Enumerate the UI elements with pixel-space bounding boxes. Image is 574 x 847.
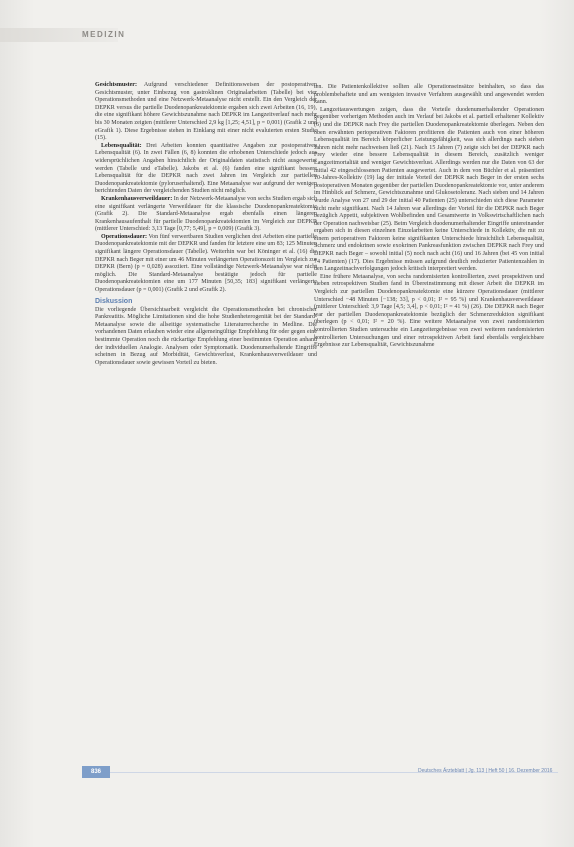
paragraph-text: Von fünf verwertbaren Studien verglichen drei Arbeiten eine partielle Duodenopankreatektomie mit der DEPKR und fanden für letztere eine um 83; 125 Minuten signifikant längere Operationsdauer (Tabelle). Weiterhin war bei Köninger et al. (16) die DEPKR nach Beger mit einer um 46 Minuten verlängerten Operationszeit im Vergleich zur DEPKR (Bern) (p = 0,028) assoziiert. Eine vollständige Netzwerk-Metaanalyse war nicht möglich. Die Standard-Metaanalyse bestätigte jedoch für partielle Duodenopankreatektomien eine um 177 Minuten [50,35; 183] signifikant verlängerte Operationsdauer (p = 0,001) (Grafik 2 und eGrafik 2). (95, 233, 317, 294)
paragraph: Langzeitauswertungen zeigen, dass die Vorteile duodenumerhaltender Operationen gegenüber vorherigen Methoden auch im Verlauf bei Jakobs et al. partiell erhaltener Kollektiv (6) und die DEPKR nach Frey die partiellen Duodenopankreatektomie überlegen. Neben den oben erwähnten perioperativen Faktoren profitieren die Patienten auch von einer höheren Lebensqualität im Bereich körperlicher Leistungsfähigkeit, was sich allerdings nach sieben Jahren nicht mehr nachweisen ließ (21). Nach 15 Jahren (7) zeigte sich bei der DEPKR nach Frey wieder eine bessere Lebensqualität in diesem Bereich, zusätzlich weniger Langzeitmortalität und weniger Gewichtsverlust. Allerdings werden nur die Daten von 63 der initial 42 eingeschlossenen Patienten ausgewertet. Auch in dem von Büchler et al. präsentiert 10-Jahres-Kollektiv (19) lag der initiale Vorteil der DEPKR nach Beger in der ersten sechs postoperativen Monaten gegenüber der partiellen Duodenopankreatektomie vor, unter anderem im Hinblick auf Schmerz, Gewichtszunahme und Glukosetoleranz. Nach sieben und 14 Jahren wurde Analyse von 27 und 29 der initial 40 Patienten (25) unterschieden sich diese Parameter nicht mehr signifikant. Nach 14 Jahren war allerdings der Vorteil für die DEPKR nach Beger bezüglich Appetit, subjektiven Wohlbefinden und Gesamtwerte in Volkswirtschaftlichen nach der Operation nachweisbar (25). Beim Vergleich duodenumerhaltender Eingriffe untereinander ergaben sich in diesen einzelnen Einzelarbeiten keine Unterschiede in Kollektiv, die mit zu einem perioperativen Faktoren keine signifikanten Unterschiede hinsichtlich Lebensqualität, Schmerz und endokrinen sowie exokrinen Pankreasfunktion zwischen DEPKR nach Frey und DEPKR nach Beger – sowohl initial (5) noch nach acht (16) und 16 Jahren (bei 45 von initial 74 Patienten) (17). Dies Ergebnisse müssen aufgrund deutlich reduzierter Patientenzahlen in den Langzeitnachverfolgungen jedoch kritisch interpretiert werden. (314, 106, 544, 273)
left-column (95, 82, 317, 367)
paragraph-lead: Gesichtsmuster: (95, 82, 137, 88)
paragraph-text: In der Netzwerk-Metaanalyse von sechs Studien ergab sich eine signifikant verlängerte Verweildauer für die klassische Duodenopankreatektomie (Grafik 2). Die Standard-Metaanalyse ergab ebenfalls einen längeren Krankenhausaufenthalt für partielle Duodenopankreatektomien im Vergleich zur DEPKR (mittlerer Unterschied: 3,13 Tage [0,77; 5,49], p = 0,009) (Grafik 3). (95, 195, 317, 233)
paragraph-lead: Lebensqualität: (101, 142, 142, 149)
page-number: 836 (82, 766, 110, 778)
paragraph-lead: Operationsdauer: (101, 233, 148, 240)
paragraph-lebensqualitaet (95, 143, 317, 196)
discussion-text: Die vorliegende Übersichtsarbeit vergleicht die Operationsmethoden bei chronischer Pankreatitis. Mögliche Limitationen sind die hohe Studienheterogenität bei der Standard-Metaanalyse sowie die allseitige systematische Literaturrecherche in Medline. Die vorhandenen Daten erlauben wieder eine allgemeingültige Empfehlung für oder gegen eine bestimmte Operation noch die rückartige Empfehlung einer bestimmten Operation anhand der individuellen Analogie. Analysen oder Symptomatik. Duodenumerhaltende Eingriffe scheinen in Bezug auf Morbidität, Gewichtsverlust, Krankenhausverweildauer und Operationsdauer sowie gewissen Vorteil zu bieten. (95, 306, 317, 366)
paragraph: Eine frühere Metaanalyse, von sechs randomisierten kontrollierten, zwei prospektiven und sieben retrospektiven Studien fand in Übereinstimmung mit dieser Arbeit die DEPKR im Vergleich zur partiellen Duodenopankreatektomie eine kürzere Operationsdauer (mittlerer Unterschied −48 Minuten [−138; 33], p < 0,01; I² = 95 %) und Krankenhausverweildauer (mittlerer Unterschied: 3,9 Tage [4,5; 3,4], p < 0,01; I² = 41 %) (26). Die DEPKR nach Beger war der partiellen Duodenopankreatektomie bezüglich der Schmerzreduktion signifikant überlegen (p < 0,01; I² = 20 %). Eine weitere Metaanalyse von zwei randomisierten kontrollierten Studien untersuchte ein Langzeitergebnisse von zwei weiteren randomisierten kontrollierten Untersuchungen und einer retrospektiven Arbeit fand ebenfalls vergleichbare Ergebnisse zur Lebensqualität, Gewichtszunahme (314, 273, 544, 349)
paragraph-gesichtsmuster (95, 82, 317, 143)
section-header: MEDIZIN (82, 30, 126, 39)
right-column (314, 84, 544, 350)
paragraph-operationsdauer (95, 234, 317, 295)
paragraph-lead: Krankenhausverweildauer: (101, 195, 173, 202)
paragraph-text: Aufgrund verschiedener Definitionsweisen der postoperativen Gesichtsmuster, unter Einbezug von gastroklinen Originalarbeiten (Tabelle) bei vier Operationsmethoden und eine Netzwerk-Metaanalyse nicht erstellt. Ein den Vergleich der DEPKR versus die partielle Duodenopankreatektomie ergaben sich zwei Arbeiten (16, 19), die eine signifikant höhere Gewichtszunahme nach DEPKR im Langzeitverlauf nach mehr bis 30 Monaten zeigten (mittlerer Unterschied 2,9 kg [1,25; 4,51], p = 0,001) (Grafik 2 und eGrafik 1). Diese Ergebnisse stehen in Einklang mit einer nicht evaluierten ersten Studie (15). (95, 82, 317, 142)
paragraph-text: Drei Arbeiten konnten quantitative Angaben zur postoperativen Lebensqualität (6). In zwei Fällen (6, 8) konnten die erhobenen Unterschiede jedoch aus widersprüchlichen Angaben hinsichtlich der Originaldaten statistisch nicht ausgewertet werden (Tabelle und eTabelle). Jakobs et al. (6) fanden eine signifikant bessere Lebensqualität für die DEPKR nach zwei Jahren im Vergleich zur partiellen Duodenopankreatektomie (pyloruserhaltend). Eine Metaanalyse war aufgrund der wenigen berichtenden Daten der vergleichenden Studien nicht möglich. (95, 142, 317, 195)
paragraph-verweildauer (95, 196, 317, 234)
paragraph: ten. Die Patientenkollektive sollten alle Operationseinsätze beinhalten, so dass das problembehaftete und am wenigsten invasive Verfahren ausgewählt und angewendet werden kann. (314, 84, 544, 106)
discussion-heading: Diskussion (95, 297, 133, 305)
journal-citation: Deutsches Ärzteblatt | Jg. 113 | Heft 50 | 16. Dezember 2016 (418, 768, 553, 774)
